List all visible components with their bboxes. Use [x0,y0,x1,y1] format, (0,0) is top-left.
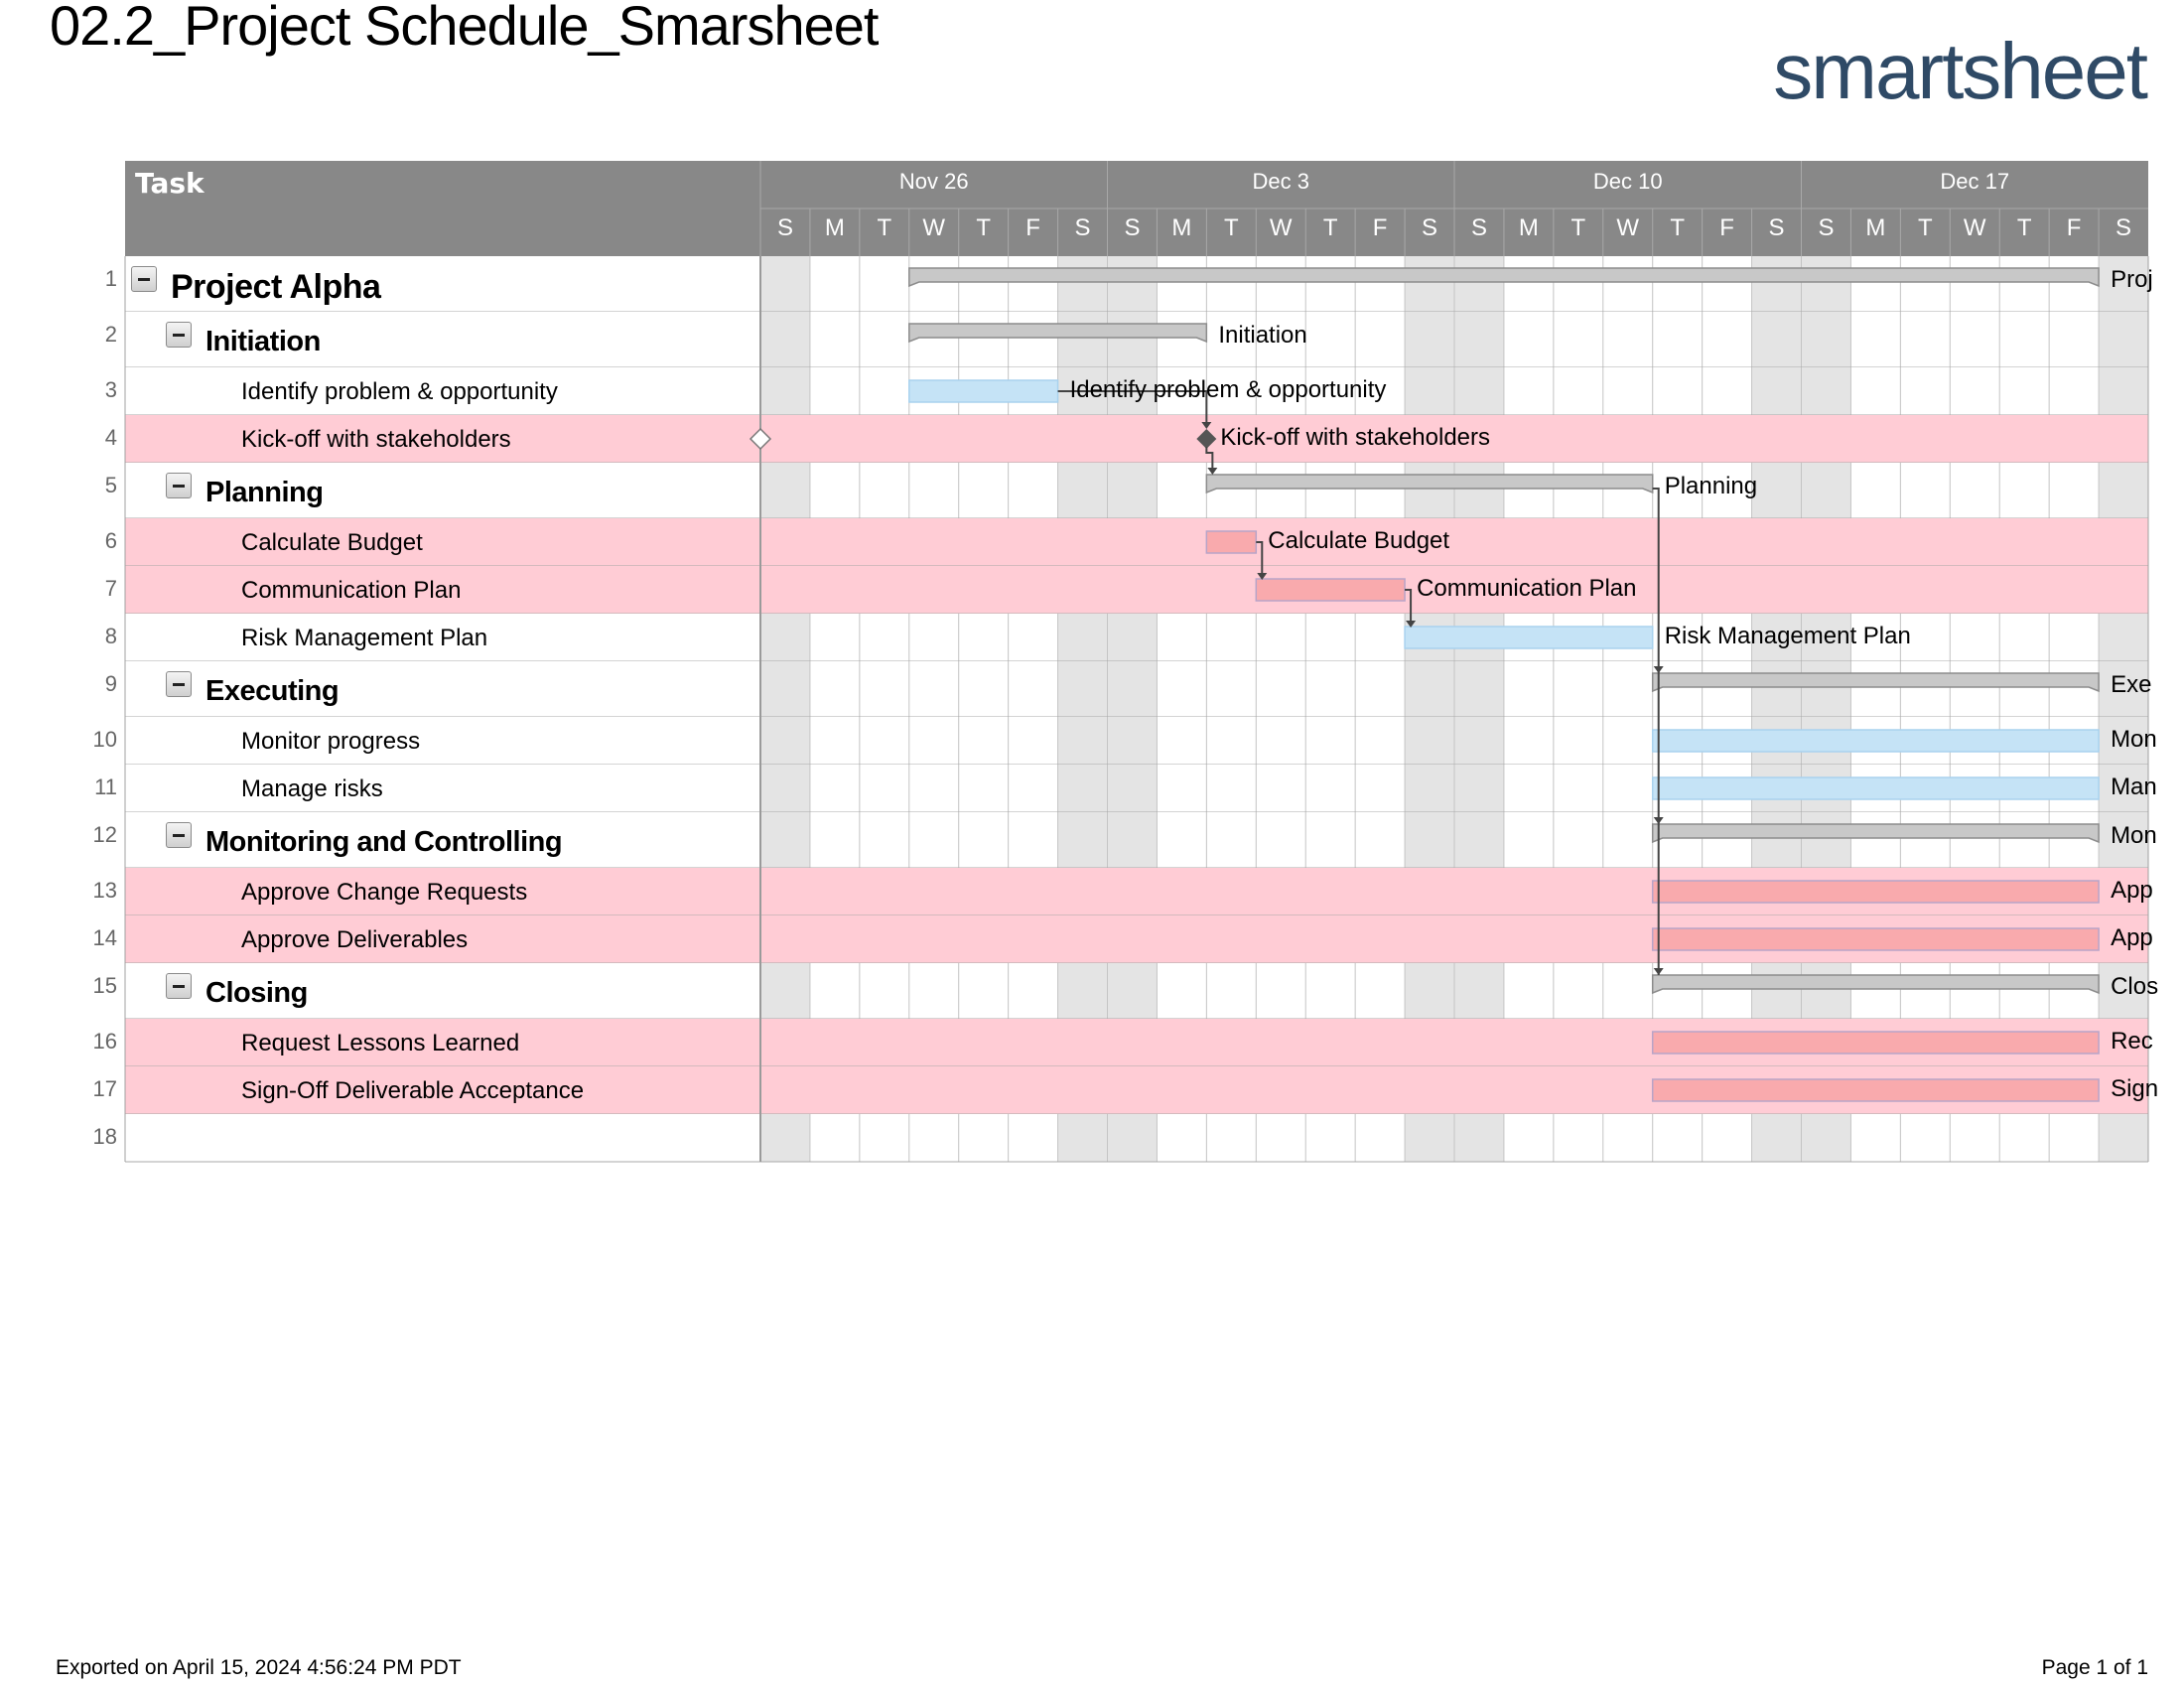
day-label: S [1818,214,1835,241]
day-label: S [1768,214,1785,241]
weekend-cell [1108,812,1158,868]
day-label: F [1025,214,1040,241]
day-label: S [1074,214,1091,241]
weekend-cell [1752,812,1802,868]
day-label: S [776,214,793,241]
task-name[interactable]: Communication Plan [241,577,462,604]
day-label: F [1719,214,1734,241]
task-bar[interactable] [1653,1079,2099,1101]
day-label: T [976,214,991,241]
bar-label: Proj [2111,266,2153,293]
day-label: T [2016,214,2032,241]
task-bar[interactable] [1653,730,2099,752]
weekend-cell [1802,1114,1851,1162]
weekend-cell [1058,661,1108,717]
day-label: W [1616,214,1640,241]
collapse-toggle-icon[interactable] [166,973,192,999]
weekend-cell [2099,463,2148,518]
bar-label: Man [2111,774,2157,800]
weekend-cell [1405,765,1454,812]
weekend-cell [1108,614,1158,661]
summary-task-name[interactable]: Monitoring and Controlling [205,826,563,858]
weekend-cell [1454,367,1504,415]
task-name[interactable]: Sign-Off Deliverable Acceptance [241,1077,585,1104]
bar-label: App [2111,877,2153,904]
weekend-cell [1752,463,1802,518]
weekend-cell [1405,1114,1454,1162]
row-number: 5 [104,473,117,497]
day-label: M [1171,214,1192,241]
weekend-cell [1058,256,1108,312]
summary-task-name[interactable]: Executing [205,675,340,707]
weekend-cell [1802,661,1851,717]
weekend-cell [1108,765,1158,812]
row-background [125,518,2148,566]
week-label: Dec 3 [1252,169,1309,194]
weekend-cell [1454,812,1504,868]
day-label: T [877,214,892,241]
weekend-cell [2099,367,2148,415]
day-label: W [1269,214,1293,241]
task-name[interactable]: Monitor progress [241,728,421,755]
weekend-cell [1405,312,1454,367]
weekend-cell [760,661,810,717]
weekend-cell [1405,367,1454,415]
task-name[interactable]: Approve Deliverables [241,926,469,953]
weekend-cell [760,256,810,312]
row-number: 8 [104,624,117,648]
weekend-cell [2099,312,2148,367]
summary-task-name[interactable]: Project Alpha [171,268,381,306]
weekend-cell [1802,367,1851,415]
task-bar[interactable] [909,380,1058,402]
day-label: W [1963,214,1986,241]
weekend-cell [1752,312,1802,367]
weekend-cell [1108,256,1158,312]
task-bar[interactable] [1653,777,2099,799]
day-label: W [922,214,946,241]
weekend-cell [1108,1114,1158,1162]
row-number: 15 [92,973,117,998]
weekend-cell [1108,463,1158,518]
weekend-cell [1454,256,1504,312]
export-timestamp: Exported on April 15, 2024 4:56:24 PM PDT [56,1656,462,1679]
day-label: F [1372,214,1388,241]
weekend-cell [1454,963,1504,1019]
bar-label: Clos [2111,973,2159,1000]
day-label: S [1124,214,1141,241]
summary-task-name[interactable]: Initiation [205,326,321,357]
weekend-cell [1802,312,1851,367]
bar-label: Mon [2111,822,2157,849]
day-label: S [2116,214,2132,241]
row-number: 13 [92,878,117,903]
day-label: T [1322,214,1338,241]
task-bar[interactable] [1653,881,2099,903]
task-bar[interactable] [1653,928,2099,950]
row-number: 18 [92,1124,117,1149]
weekend-cell [1108,717,1158,765]
weekend-cell [1058,765,1108,812]
bar-label: Initiation [1218,322,1307,349]
weekend-cell [1752,661,1802,717]
collapse-toggle-icon[interactable] [166,473,192,498]
weekend-cell [1405,463,1454,518]
day-label: S [1470,214,1487,241]
weekend-cell [1802,256,1851,312]
weekend-cell [1058,463,1108,518]
weekend-cell [760,963,810,1019]
week-label: Dec 17 [1940,169,2010,194]
task-name[interactable]: Risk Management Plan [241,625,488,651]
row-number: 10 [92,727,117,752]
weekend-cell [1405,256,1454,312]
row-number: 6 [104,528,117,553]
weekend-cell [1405,812,1454,868]
row-number: 14 [92,925,117,950]
weekend-cell [1058,614,1108,661]
row-number: 1 [104,266,117,291]
task-name[interactable]: Identify problem & opportunity [241,378,558,405]
weekend-cell [760,614,810,661]
collapse-toggle-icon[interactable] [131,266,157,292]
weekend-cell [1752,1114,1802,1162]
weekend-cell [1802,963,1851,1019]
weekend-cell [1058,1114,1108,1162]
row-number: 17 [92,1076,117,1101]
weekend-cell [1405,963,1454,1019]
bar-label: Risk Management Plan [1664,623,1911,649]
task-bar[interactable] [1405,627,1653,648]
row-number: 11 [94,774,117,799]
day-label: T [1917,214,1933,241]
weekend-cell [1108,661,1158,717]
weekend-cell [1454,312,1504,367]
weekend-cell [2099,1114,2148,1162]
bar-label: Calculate Budget [1268,527,1450,554]
week-label: Nov 26 [898,169,969,194]
weekend-cell [1108,312,1158,367]
day-label: M [1865,214,1886,241]
collapse-toggle-icon[interactable] [166,822,192,848]
day-label: S [1422,214,1438,241]
weekend-cell [1058,963,1108,1019]
row-number: 4 [104,425,117,450]
day-label: T [1670,214,1685,241]
day-label: F [2066,214,2082,241]
bar-label: Rec [2111,1028,2153,1055]
page-number: Page 1 of 1 [2041,1656,2148,1679]
weekend-cell [760,1114,810,1162]
collapse-toggle-icon[interactable] [166,671,192,697]
bar-label: Sign [2111,1075,2159,1102]
task-column-header-label: Task [135,167,205,200]
weekend-cell [1752,963,1802,1019]
weekend-cell [1454,1114,1504,1162]
row-number: 2 [104,322,117,347]
row-number: 9 [104,671,117,696]
day-label: T [1223,214,1239,241]
task-name[interactable]: Manage risks [241,775,383,802]
row-number: 3 [104,377,117,402]
row-number: 16 [92,1029,117,1054]
weekend-cell [1058,717,1108,765]
task-name[interactable]: Kick-off with stakeholders [241,426,511,453]
task-bar[interactable] [1653,1032,2099,1054]
day-label: M [824,214,845,241]
collapse-toggle-icon[interactable] [166,322,192,348]
weekend-cell [1405,661,1454,717]
bar-label: Mon [2111,726,2157,753]
day-label: T [1570,214,1586,241]
document-title: 02.2_Project Schedule_Smarsheet [50,0,879,57]
weekend-cell [1802,463,1851,518]
task-name[interactable]: Calculate Budget [241,529,423,556]
summary-task-name[interactable]: Planning [205,477,324,508]
weekend-cell [2099,614,2148,661]
weekend-cell [1108,963,1158,1019]
bar-label: Exe [2111,671,2152,698]
bar-label: Planning [1664,473,1758,499]
weekend-cell [760,765,810,812]
summary-task-name[interactable]: Closing [205,977,308,1009]
row-number: 12 [92,822,117,847]
row-number: 7 [104,576,117,601]
weekend-cell [760,312,810,367]
weekend-cell [760,367,810,415]
weekend-cell [1752,256,1802,312]
weekend-cell [760,717,810,765]
task-bar[interactable] [1206,531,1256,553]
weekend-cell [1454,717,1504,765]
weekend-cell [1454,463,1504,518]
weekend-cell [1405,717,1454,765]
bar-label: Communication Plan [1417,575,1637,602]
smartsheet-logo: smartsheet [1773,27,2146,115]
weekend-cell [1802,812,1851,868]
bar-label: Kick-off with stakeholders [1220,424,1491,451]
week-label: Dec 10 [1592,169,1663,194]
weekend-cell [1058,812,1108,868]
weekend-cell [760,463,810,518]
task-bar[interactable] [1256,579,1405,601]
task-name[interactable]: Request Lessons Learned [241,1030,520,1056]
day-label: M [1518,214,1539,241]
weekend-cell [1454,765,1504,812]
bar-label: App [2111,924,2153,951]
weekend-cell [760,812,810,868]
weekend-cell [1454,661,1504,717]
weekend-cell [1058,312,1108,367]
weekend-cell [1752,367,1802,415]
bar-label: Identify problem & opportunity [1069,376,1387,403]
task-name[interactable]: Approve Change Requests [241,879,528,906]
